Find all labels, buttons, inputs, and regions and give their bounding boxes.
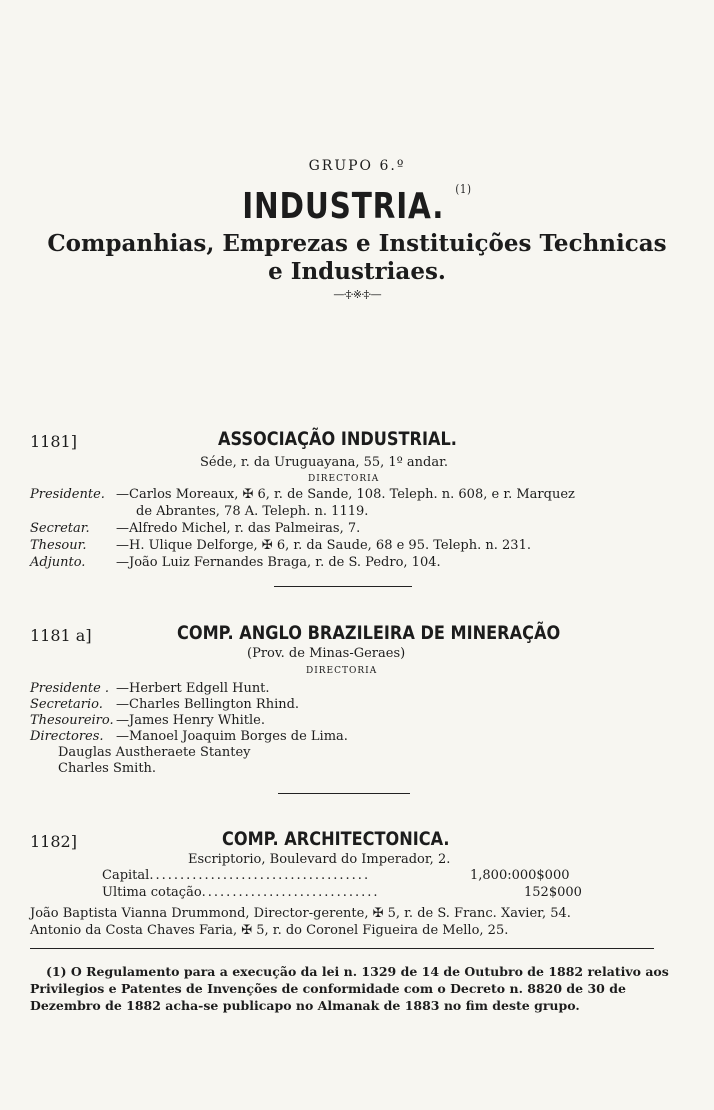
directory-row xyxy=(30,521,360,536)
cotacao-value: 152$000 xyxy=(524,885,582,900)
entry-number-1181a: 1181 a] xyxy=(30,626,92,645)
role-label: Adjunto. xyxy=(30,555,86,570)
role-label: Presidente . xyxy=(30,681,110,696)
page-title xyxy=(64,182,649,227)
role-label: Secretar. xyxy=(30,521,90,536)
footnote-separator xyxy=(30,948,654,949)
ornament-divider: —·‡·※·‡·— xyxy=(333,288,381,301)
section-label-directoria: DIRECTORIA xyxy=(308,474,380,484)
director-name: Dauglas Austheraete Stantey xyxy=(58,745,251,760)
entry-number-1182: 1182] xyxy=(30,832,77,851)
cotacao-label xyxy=(102,885,380,900)
capital-value: 1,800:000$000 xyxy=(470,868,570,883)
member-text: —James Henry Whitle. xyxy=(116,713,265,728)
entry-separator xyxy=(278,793,410,794)
cotacao-label-text: Ultima cotação xyxy=(102,885,202,900)
member-text: de Abrantes, 78 A. Teleph. n. 1119. xyxy=(136,504,369,519)
director-name: Charles Smith. xyxy=(58,761,157,776)
entry-title-architectonica: COMP. ARCHITECTONICA. xyxy=(222,828,450,850)
role-label: Secretario. xyxy=(30,697,103,712)
entry-address: (Prov. de Minas-Geraes) xyxy=(247,646,406,661)
leader-dots: .................................... xyxy=(149,868,371,883)
entry-number-1181: 1181] xyxy=(30,432,77,451)
page-title-text: INDUSTRIA. xyxy=(242,186,445,227)
member-text: —H. Ulique Delforge, ✠ 6, r. da Saude, 68 e 95. Teleph. n. 231. xyxy=(116,538,531,553)
directory-row xyxy=(30,504,368,519)
directory-row xyxy=(30,555,441,570)
capital-label xyxy=(102,868,370,883)
directory-row xyxy=(30,729,348,744)
member-text: —Herbert Edgell Hunt. xyxy=(116,681,270,696)
entry-address: Escriptorio, Boulevard do Imperador, 2. xyxy=(188,852,451,867)
footnote-text: (1) O Regulamento para a execução da lei n. 1329 de 14 de Outubro de 1882 relativo aos Privilegios e Patentes de Invenções de conformidade com o Decreto n. 8820 de 30 de Dezembro de 1882 acha-se publicapo no Almanak de 1883 no fim deste grupo. xyxy=(30,964,669,1013)
capital-label-text: Capital xyxy=(102,868,150,883)
role-label: Thesour. xyxy=(30,538,87,553)
member-text: —Carlos Moreaux, ✠ 6, r. de Sande, 108. Teleph. n. 608, e r. Marquez xyxy=(116,487,575,502)
role-label: Presidente. xyxy=(30,487,105,502)
director-line: João Baptista Vianna Drummond, Director-gerente, ✠ 5, r. de S. Franc. Xavier, 54. xyxy=(30,906,571,921)
footnote-reference: (1) xyxy=(455,182,472,196)
leader-dots: ............................. xyxy=(201,885,380,900)
member-text: —Manoel Joaquim Borges de Lima. xyxy=(116,729,348,744)
role-label: Thesoureiro. xyxy=(30,713,114,728)
directory-row xyxy=(30,538,531,553)
entry-separator xyxy=(274,586,412,587)
director-line: Antonio da Costa Chaves Faria, ✠ 5, r. do Coronel Figueira de Mello, 25. xyxy=(30,923,509,938)
directory-row xyxy=(30,713,265,728)
directory-row xyxy=(30,487,575,502)
member-text: —João Luiz Fernandes Braga, r. de S. Pedro, 104. xyxy=(116,555,441,570)
group-heading: GRUPO 6.º xyxy=(308,158,406,174)
section-label-directoria: DIRECTORIA xyxy=(306,666,378,676)
directory-row xyxy=(30,681,270,696)
entry-title-anglo-brazileira: COMP. ANGLO BRAZILEIRA DE MINERAÇÃO xyxy=(177,622,561,644)
entry-title-associacao: ASSOCIAÇÃO INDUSTRIAL. xyxy=(218,428,457,450)
subtitle-line-1: Companhias, Emprezas e Instituições Technicas xyxy=(47,230,667,257)
member-text: —Charles Bellington Rhind. xyxy=(116,697,300,712)
member-text: —Alfredo Michel, r. das Palmeiras, 7. xyxy=(116,521,361,536)
subtitle-line-2: e Industriaes. xyxy=(268,258,446,285)
entry-address: Séde, r. da Uruguayana, 55, 1º andar. xyxy=(200,455,449,470)
directory-row xyxy=(30,697,299,712)
role-label: Directores. xyxy=(30,729,104,744)
